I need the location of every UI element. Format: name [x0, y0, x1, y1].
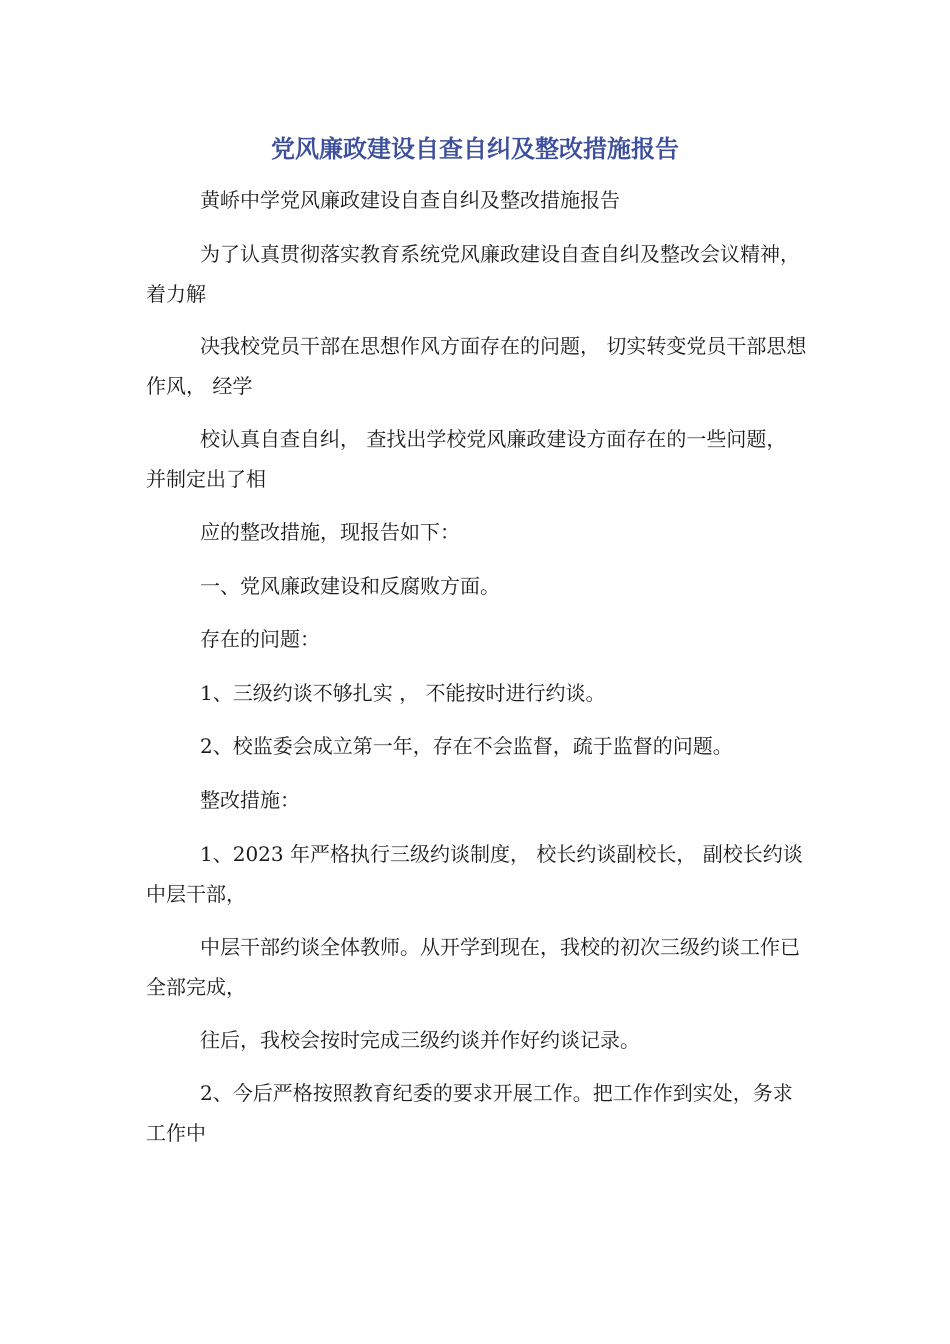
document-title: 党风廉政建设自查自纠及整改措施报告 [271, 135, 679, 163]
paragraph: 整改措施： [200, 788, 300, 812]
paragraph: 存在的问题： [200, 627, 320, 651]
paragraph: 一、党风廉政建设和反腐败方面。 [200, 574, 500, 598]
paragraph: 为了认真贯彻落实教育系统党风廉政建设自查自纠及整改会议精神， 着力解 [146, 242, 800, 306]
paragraph: 1、三级约谈不够扎实 ， 不能按时进行约谈。 [200, 681, 606, 705]
paragraph: 应的整改措施，现报告如下： [200, 520, 460, 544]
paragraph: 往后，我校会按时完成三级约谈并作好约谈记录。 [200, 1028, 640, 1052]
paragraph: 1、2023 年严格执行三级约谈制度， 校长约谈副校长， 副校长约谈中层干部， [146, 842, 803, 906]
paragraph: 决我校党员干部在思想作风方面存在的问题， 切实转变党员干部思想作风， 经学 [146, 334, 807, 398]
paragraph: 中层干部约谈全体教师。从开学到现在，我校的初次三级约谈工作已全部完成， [146, 935, 800, 999]
paragraph: 校认真自查自纠， 查找出学校党风廉政建设方面存在的一些问题， 并制定出了相 [146, 427, 787, 491]
paragraph: 黄峤中学党风廉政建设自查自纠及整改措施报告 [200, 188, 620, 212]
paragraph: 2、今后严格按照教育纪委的要求开展工作。把工作作到实处，务求工作中 [146, 1081, 793, 1145]
paragraph: 2、校监委会成立第一年，存在不会监督，疏于监督的问题。 [200, 734, 733, 758]
